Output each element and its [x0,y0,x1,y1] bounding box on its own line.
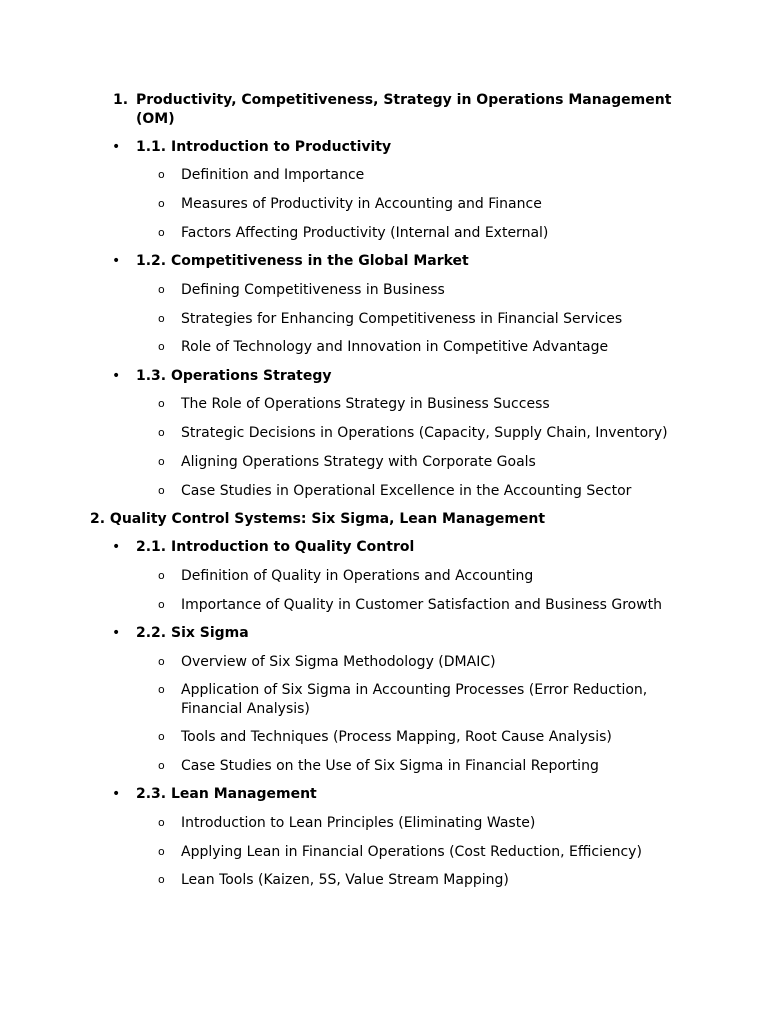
sub-bullet-icon: o [158,730,165,743]
sub-bullet-icon: o [158,283,165,296]
list-item: Case Studies in Operational Excellence in the Accounting Sector [181,483,632,499]
subsection-title: 2.2. Six Sigma [136,625,249,641]
list-item: The Role of Operations Strategy in Business Success [181,396,550,412]
sub-bullet-icon: o [158,569,165,582]
bullet-icon: • [112,139,121,155]
list-item: Lean Tools (Kaizen, 5S, Value Stream Mapping) [181,872,509,888]
bullet-icon: • [112,786,121,802]
sub-bullet-icon: o [158,845,165,858]
sub-bullet-icon: o [158,226,165,239]
list-item: Aligning Operations Strategy with Corporate Goals [181,454,536,470]
sub-bullet-icon: o [158,397,165,410]
bullet-icon: • [112,253,121,269]
sub-bullet-icon: o [158,598,165,611]
sub-bullet-icon: o [158,816,165,829]
subsection-title: 2.3. Lean Management [136,786,317,802]
sub-bullet-icon: o [158,312,165,325]
sub-bullet-icon: o [158,683,165,696]
sub-bullet-icon: o [158,168,165,181]
list-item: Strategic Decisions in Operations (Capacity, Supply Chain, Inventory) [181,425,668,441]
list-item: Applying Lean in Financial Operations (Cost Reduction, Efficiency) [181,844,642,860]
list-item: Strategies for Enhancing Competitiveness in Financial Services [181,311,623,327]
sub-bullet-icon: o [158,426,165,439]
list-item: Defining Competitiveness in Business [181,282,445,298]
list-item: Application of Six Sigma in Accounting Processes (Error Reduction, [181,682,648,698]
sub-bullet-icon: o [158,759,165,772]
list-item-continued: Financial Analysis) [181,701,310,717]
list-item: Factors Affecting Productivity (Internal and External) [181,225,549,241]
section-title-continued: (OM) [136,111,175,127]
list-item: Tools and Techniques (Process Mapping, Root Cause Analysis) [181,729,612,745]
section-title: 2. Quality Control Systems: Six Sigma, Lean Management [90,511,546,527]
list-item: Introduction to Lean Principles (Eliminating Waste) [181,815,536,831]
sub-bullet-icon: o [158,655,165,668]
sub-bullet-icon: o [158,873,165,886]
list-item: Definition of Quality in Operations and Accounting [181,568,534,584]
bullet-icon: • [112,539,121,555]
bullet-icon: • [112,625,121,641]
list-item: Role of Technology and Innovation in Competitive Advantage [181,339,609,355]
sub-bullet-icon: o [158,484,165,497]
bullet-icon: • [112,368,121,384]
subsection-title: 1.2. Competitiveness in the Global Market [136,253,469,269]
list-item: Definition and Importance [181,167,365,183]
section-number: 1. [113,92,129,108]
subsection-title: 1.1. Introduction to Productivity [136,139,392,155]
list-item: Overview of Six Sigma Methodology (DMAIC) [181,654,496,670]
sub-bullet-icon: o [158,197,165,210]
list-item: Importance of Quality in Customer Satisfaction and Business Growth [181,597,663,613]
sub-bullet-icon: o [158,340,165,353]
sub-bullet-icon: o [158,455,165,468]
list-item: Case Studies on the Use of Six Sigma in Financial Reporting [181,758,599,774]
list-item: Measures of Productivity in Accounting and Finance [181,196,542,212]
subsection-title: 2.1. Introduction to Quality Control [136,539,415,555]
section-title: Productivity, Competitiveness, Strategy in Operations Management [136,92,672,108]
subsection-title: 1.3. Operations Strategy [136,368,332,384]
